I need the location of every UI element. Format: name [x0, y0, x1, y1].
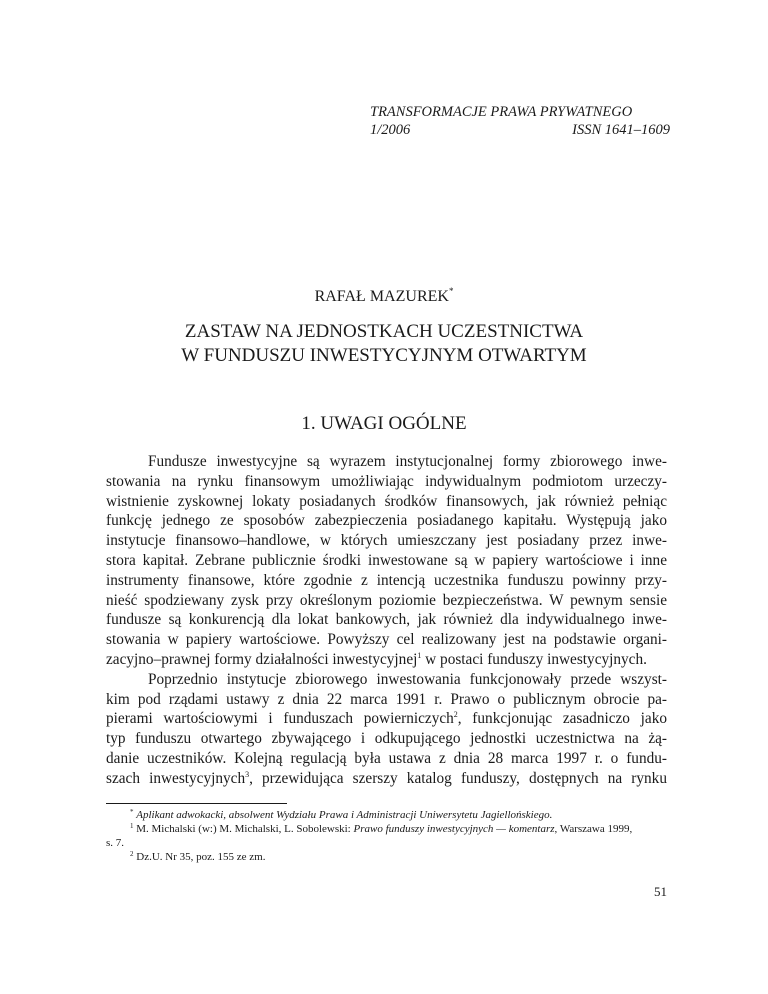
body-text-run: , funkcjonując zasadniczo jako — [457, 710, 667, 728]
body-line — [106, 650, 667, 670]
footnote-text: Dz.U. Nr 35, poz. 155 ze zm. — [136, 851, 266, 863]
body-line: nieść spodziewany zysk przy określonym poziomie bezpieczeństwa. W pewnym sensie — [106, 591, 667, 609]
footnote-book-title: Prawo funduszy inwestycyjnych — komentarz — [353, 823, 555, 835]
title-line-1: ZASTAW NA JEDNOSTKACH UCZESTNICTWA — [184, 321, 584, 342]
body-line: Poprzednio instytucje zbiorowego inwestowania funkcjonowały przede wszyst- — [148, 670, 667, 688]
issn: ISSN 1641–1609 — [572, 122, 670, 138]
footnote-number: 1 — [130, 822, 134, 830]
body-text-run: szach inwestycyjnych — [106, 769, 246, 787]
footnote-ref-1: 1 — [417, 650, 422, 660]
body-line: wistnienie zyskownej lokaty posiadanych środków finansowych, jak również pełniąc — [106, 492, 667, 510]
footnote-2 — [106, 850, 667, 864]
journal-name: TRANSFORMACJE PRAWA PRYWATNEGO — [370, 104, 633, 120]
title-line-2: W FUNDUSZU INWESTYCYJNYM OTWARTYM — [181, 345, 587, 366]
footnote-number: 2 — [130, 850, 134, 858]
footnote-text: M. Michalski (w:) M. Michalski, L. Sobolewski: — [136, 823, 354, 835]
footnote-text: Aplikant adwokacki, absolwent Wydziału Prawa i Administracji Uniwersytetu Jagiellońskiego. — [136, 809, 553, 821]
body-text-run: zacyjno–prawnej formy działalności inwestycyjnej — [106, 650, 418, 668]
section-heading: 1. UWAGI OGÓLNE — [301, 413, 467, 434]
footnote-1 — [106, 822, 667, 836]
body-line: typ funduszu otwartego zbywającego i odkupującego jednostki uczestnictwa na żą- — [106, 730, 667, 748]
body-line: Fundusze inwestycyjne są wyrazem instytucjonalnej formy zbiorowego inwe- — [148, 453, 667, 470]
body-text-run: w postaci funduszy inwestycyjnych. — [421, 650, 647, 668]
body-line: fundusze są konkurencją dla lokat bankowych, jak również dla indywidualnego inwe- — [106, 611, 667, 629]
body-text-run: , przewidująca szerszy katalog funduszy, dostępnych na rynku — [249, 769, 667, 787]
issue-line — [370, 121, 670, 139]
author-footnote-marker: * — [448, 286, 454, 296]
body-line — [106, 769, 667, 789]
footnotes — [106, 808, 667, 864]
body-line — [106, 709, 667, 729]
body-line: danie uczestników. Kolejną regulacją była ustawa z dnia 28 marca 1997 r. o fundu- — [106, 749, 667, 767]
footnote-ref-3: 3 — [245, 769, 250, 779]
footnote-ref-2: 2 — [453, 710, 458, 720]
body-line: stowania na rynku finansowym umożliwiając indywidualnym podmiotom urzeczy- — [106, 472, 667, 490]
author-name: RAFAŁ MAZUREK — [314, 288, 449, 305]
article-title — [0, 320, 768, 368]
body-line: funkcję jednego ze sposobów zabezpieczenia posiadanego kapitału. Występują jako — [106, 512, 667, 530]
body-line: instrumenty finansowe, które zgodnie z intencją uczestnika funduszu powinny przy- — [106, 571, 667, 589]
page-number: 51 — [654, 884, 667, 899]
body-line: instytucje finansowo–handlowe, w których umieszczany jest posiadany przez inwe- — [106, 532, 667, 550]
body-text — [106, 452, 667, 789]
author-line — [0, 286, 768, 306]
footnote-text: , Warszawa 1999, — [554, 823, 633, 835]
footnote-author — [106, 808, 667, 822]
body-text-run: pierami wartościowymi i funduszach powierniczych — [106, 710, 454, 728]
body-line: kim pod rządami ustawy z dnia 22 marca 1991 r. Prawo o publicznym obrocie pa- — [106, 690, 667, 708]
footnote-marker: * — [130, 808, 134, 816]
footnote-1-continued: s. 7. — [106, 837, 125, 849]
running-header — [370, 103, 670, 139]
issue-number: 1/2006 — [370, 122, 411, 138]
body-line: stowania w papiery wartościowe. Powyższy cel realizowany jest na podstawie organi- — [106, 631, 667, 649]
footnote-separator — [106, 803, 287, 804]
body-line: stora kapitał. Zebrane publicznie środki inwestowane są w papiery wartościowe i inne — [106, 551, 667, 569]
